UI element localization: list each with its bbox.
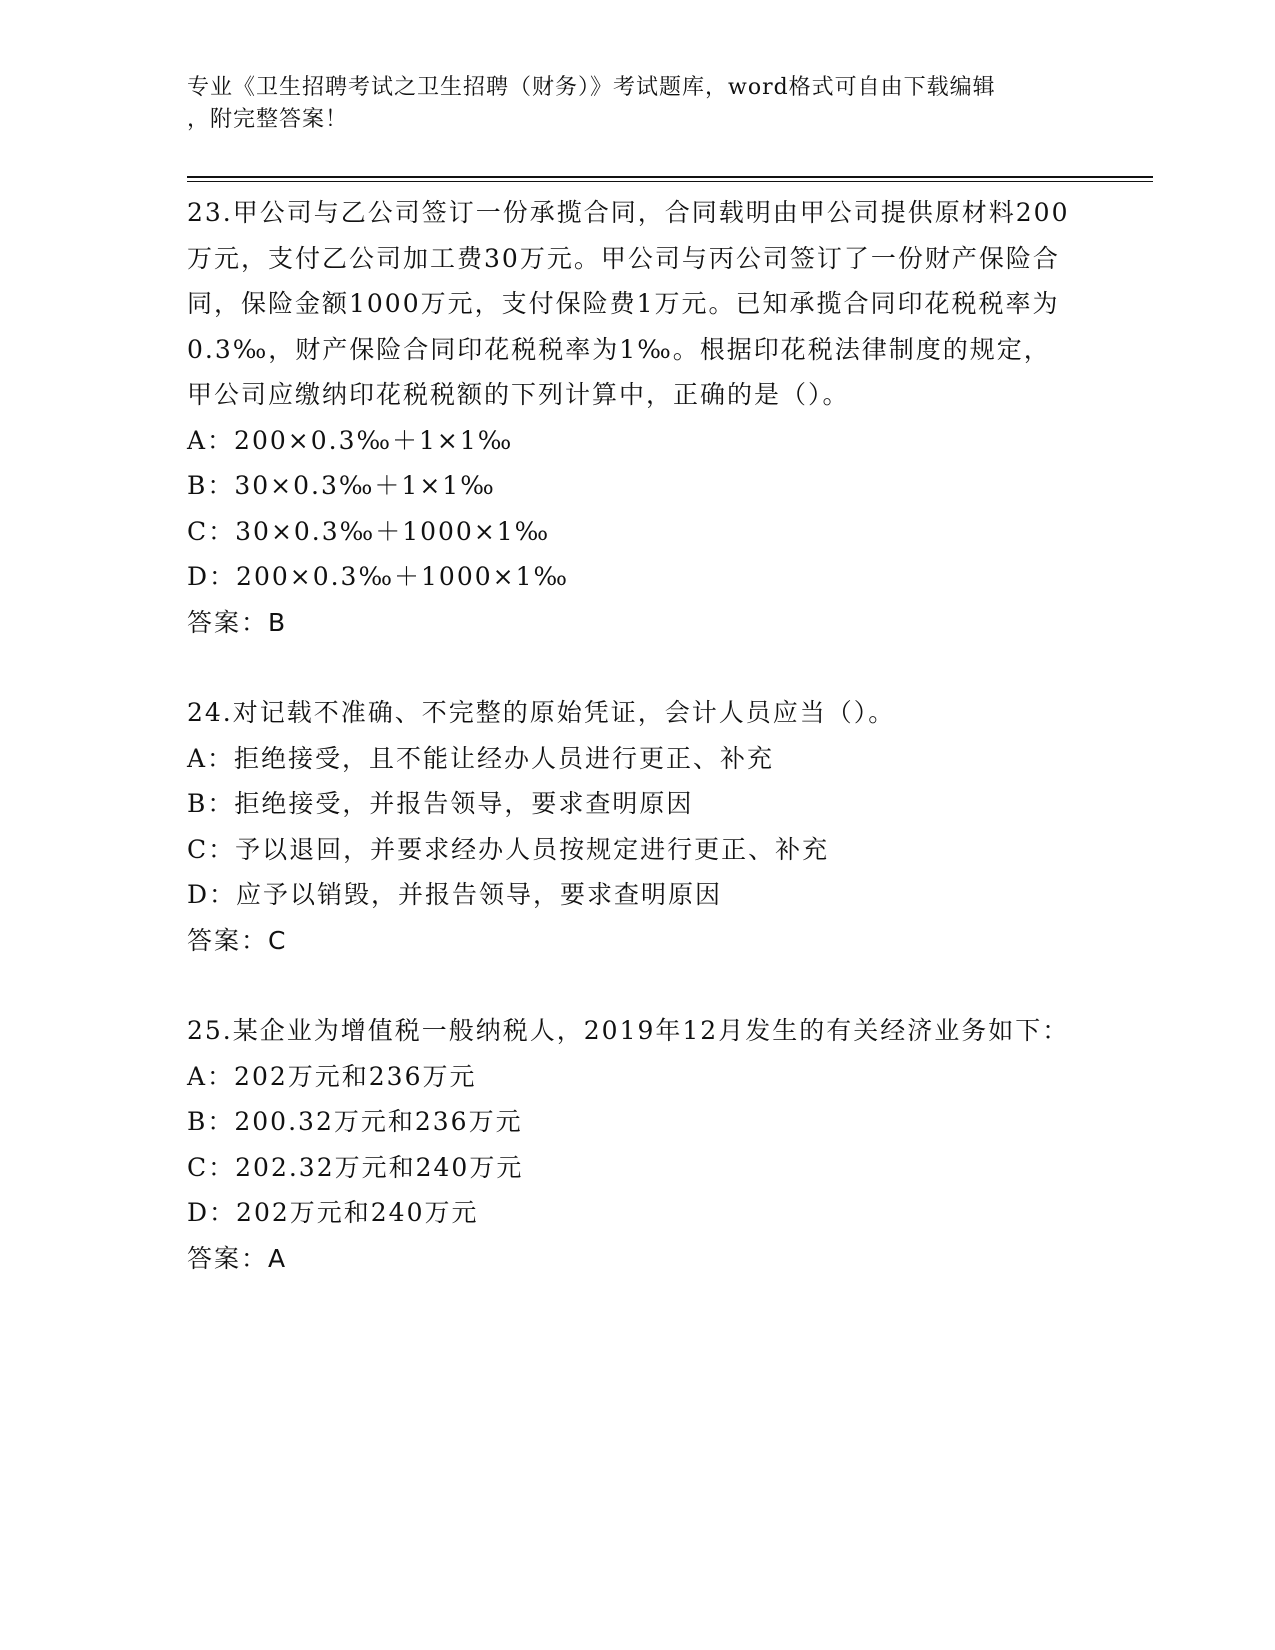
question-text: 23.甲公司与乙公司签订一份承揽合同，合同载明由甲公司提供原材料200万元，支付乙公司加工费30万元。甲公司与丙公司签订了一份财产保险合同，保险金额1000万元，支付保险费1万元。已知承揽合同印花税税率为0.3‰，财产保险合同印花税税率为1‰。根据印花税法律制度的规定，甲公司应缴纳印花税税额的下列计算中，正确的是（）。 bbox=[187, 198, 1070, 409]
option-c: C：30×0.3‰＋1000×1‰ bbox=[187, 516, 551, 546]
question-23 bbox=[187, 190, 1077, 645]
question-text: 24.对记载不准确、不完整的原始凭证，会计人员应当（）。 bbox=[187, 698, 896, 727]
option-d: D：应予以销毁，并报告领导，要求查明原因 bbox=[187, 880, 723, 909]
question-24 bbox=[187, 690, 1077, 963]
option-a: A：200×0.3‰＋1×1‰ bbox=[187, 425, 514, 455]
header-line-1: 专业《卫生招聘考试之卫生招聘（财务）》考试题库，word格式可自由下载编辑 bbox=[187, 75, 996, 100]
question-text: 25.某企业为增值税一般纳税人，2019年12月发生的有关经济业务如下： bbox=[187, 1016, 1070, 1045]
option-b: B：30×0.3‰＋1×1‰ bbox=[187, 471, 496, 500]
header-divider-thick bbox=[187, 176, 1153, 178]
option-a: A：202万元和236万元 bbox=[187, 1061, 477, 1091]
option-d: D：202万元和240万元 bbox=[187, 1198, 479, 1227]
question-25 bbox=[187, 1008, 1077, 1281]
answer-line: 答案：B bbox=[187, 607, 288, 637]
option-c: C：予以退回，并要求经办人员按规定进行更正、补充 bbox=[187, 834, 830, 864]
option-b: B：拒绝接受，并报告领导，要求查明原因 bbox=[187, 789, 694, 818]
header-divider-thin bbox=[187, 181, 1153, 182]
option-c: C：202.32万元和240万元 bbox=[187, 1152, 524, 1182]
option-b: B：200.32万元和236万元 bbox=[187, 1107, 523, 1136]
answer-line: 答案：A bbox=[187, 1243, 288, 1273]
header-line-2: ，附完整答案！ bbox=[187, 107, 349, 132]
option-d: D：200×0.3‰＋1000×1‰ bbox=[187, 562, 570, 591]
option-a: A：拒绝接受，且不能让经办人员进行更正、补充 bbox=[187, 743, 775, 773]
document-header bbox=[187, 72, 1067, 136]
question-list bbox=[187, 190, 1077, 1281]
answer-line: 答案：C bbox=[187, 925, 288, 955]
